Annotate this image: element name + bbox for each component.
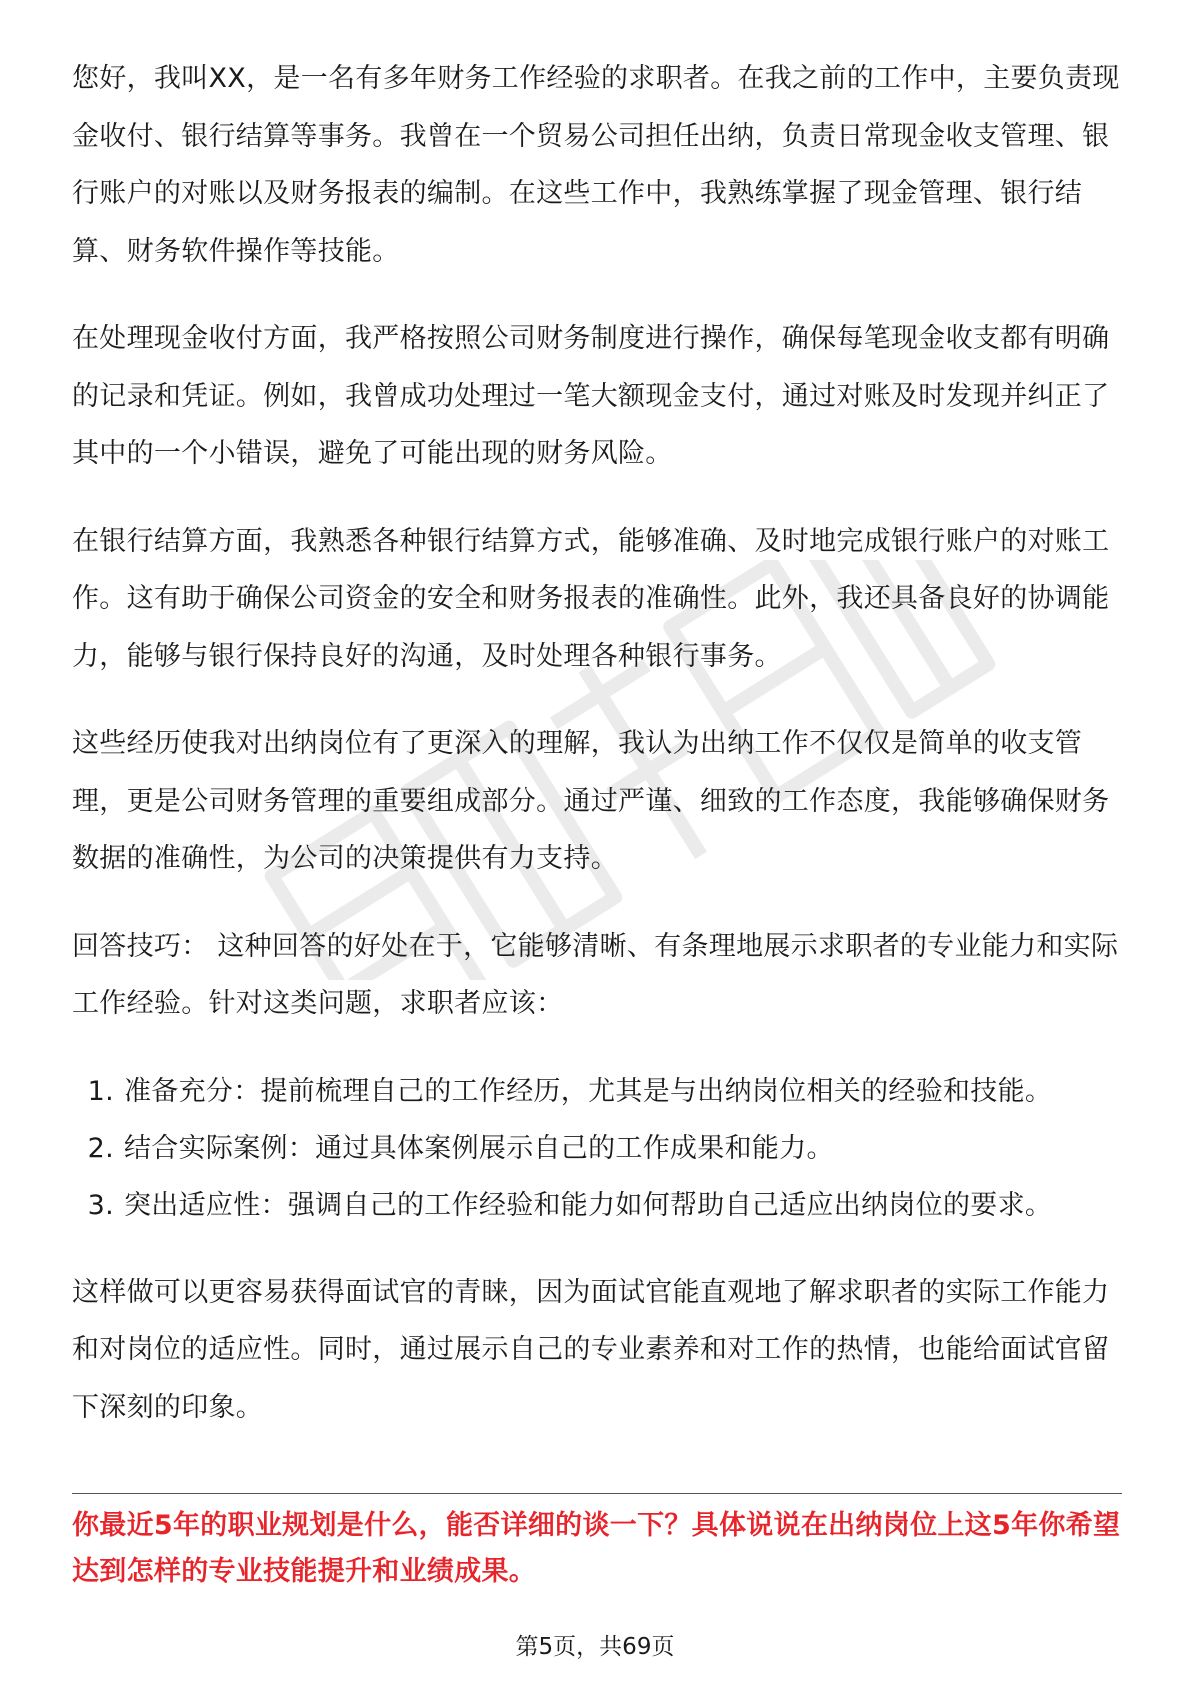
closing-paragraph: 这样做可以更容易获得面试官的青睐，因为面试官能直观地了解求职者的实际工作能力和对岗位的适应性。同时，通过展示自己的专业素养和对工作的热情，也能给面试官留下深刻的印象。 xyxy=(72,1276,1110,1423)
tips-list xyxy=(72,1063,1122,1234)
list-item-label: 突出适应性： xyxy=(124,1189,288,1221)
answer-paragraph-4: 这些经历使我对出纳岗位有了更深入的理解，我认为出纳工作不仅仅是简单的收支管理，更是公司财务管理的重要组成部分。通过严谨、细致的工作态度，我能够确保财务数据的准确性，为公司的决策提供有力支持。 xyxy=(72,728,1110,874)
answer-paragraph-2: 在处理现金收付方面，我严格按照公司财务制度进行操作，确保每笔现金收支都有明确的记录和凭证。例如，我曾成功处理过一笔大额现金支付，通过对账及时发现并纠正了其中的一个小错误，避免了可能出现的财务风险。 xyxy=(72,323,1110,469)
answer-paragraph-3: 在银行结算方面，我熟悉各种银行结算方式，能够准确、及时地完成银行账户的对账工作。这有助于确保公司资金的安全和财务报表的准确性。此外，我还具备良好的协调能力，能够与银行保持良好的沟通，及时处理各种银行事务。 xyxy=(72,525,1110,672)
answer-tips-intro: 回答技巧： 这种回答的好处在于，它能够清晰、有条理地展示求职者的专业能力和实际工作经验。针对这类问题，求职者应该： xyxy=(72,930,1119,1019)
list-item-label: 准备充分： xyxy=(124,1075,261,1107)
section-divider xyxy=(72,1493,1122,1494)
list-item-text: 通过具体案例展示自己的工作成果和能力。 xyxy=(315,1132,834,1164)
list-item-number: 2. xyxy=(87,1132,114,1164)
list-item xyxy=(72,1063,1122,1120)
answer-paragraph-1: 您好，我叫XX，是一名有多年财务工作经验的求职者。在我之前的工作中，主要负责现金收付、银行结算等事务。我曾在一个贸易公司担任出纳，负责日常现金收支管理、银行账户的对账以及财务报表的编制。在这些工作中，我熟练掌握了现金管理、银行结算、财务软件操作等技能。 xyxy=(72,63,1120,267)
list-item xyxy=(72,1177,1122,1234)
list-item xyxy=(72,1120,1122,1177)
list-item-label: 结合实际案例： xyxy=(124,1132,316,1164)
list-item-number: 1. xyxy=(87,1075,114,1107)
list-item-text: 提前梳理自己的工作经历，尤其是与出纳岗位相关的经验和技能。 xyxy=(260,1075,1053,1107)
list-item-number: 3. xyxy=(87,1189,114,1221)
document-body xyxy=(72,50,1122,1466)
next-question-heading: 你最近5年的职业规划是什么，能否详细的谈一下？具体说说在出纳岗位上这5年你希望达到怎样的专业技能提升和业绩成果。 xyxy=(72,1510,1121,1587)
list-item-text: 强调自己的工作经验和能力如何帮助自己适应出纳岗位的要求。 xyxy=(287,1189,1053,1221)
page-number-footer: 第5页，共69页 xyxy=(515,1634,675,1660)
